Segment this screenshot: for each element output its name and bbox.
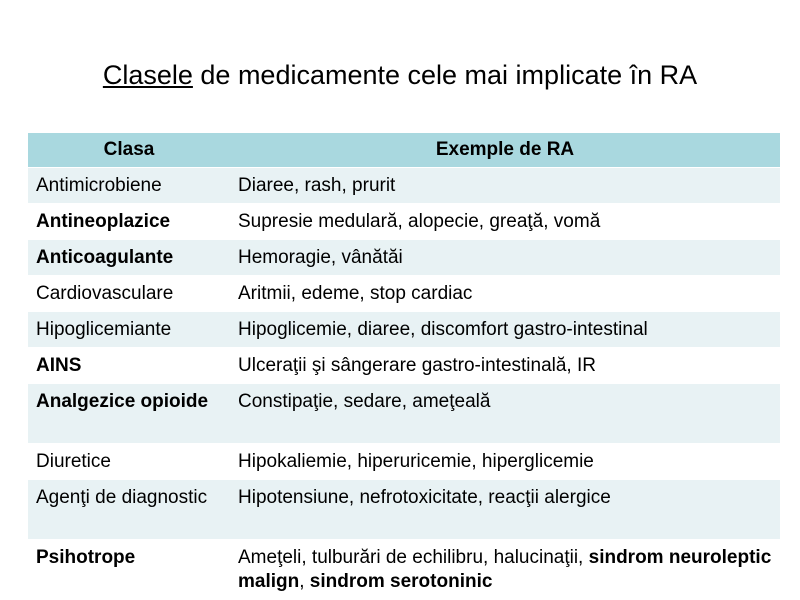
table-row <box>28 480 780 540</box>
cell-clasa: Cardiovasculare <box>28 276 230 312</box>
cell-clasa: Analgezice opioide <box>28 384 230 444</box>
title-rest: de medicamente cele mai implicate în RA <box>192 60 698 90</box>
cell-exemple: Supresie medulară, alopecie, greaţă, vomă <box>230 204 780 240</box>
table-header-row <box>28 133 780 168</box>
cell-clasa: Hipoglicemiante <box>28 312 230 348</box>
header-clasa: Clasa <box>28 133 230 168</box>
table-row <box>28 168 780 204</box>
table-row <box>28 444 780 480</box>
cell-exemple: Hipotensiune, nefrotoxicitate, reacţii alergice <box>230 480 780 540</box>
cell-exemple: Aritmii, edeme, stop cardiac <box>230 276 780 312</box>
cell-clasa: AINS <box>28 348 230 384</box>
table-row <box>28 204 780 240</box>
cell-clasa: Psihotrope <box>28 540 230 600</box>
cell-clasa: Diuretice <box>28 444 230 480</box>
slide-title <box>0 57 800 93</box>
table-row <box>28 276 780 312</box>
table-row <box>28 312 780 348</box>
cell-exemple: Diaree, rash, prurit <box>230 168 780 204</box>
cell-exemple: Hemoragie, vânătăi <box>230 240 780 276</box>
exemple-separator: , <box>299 571 310 592</box>
cell-clasa: Antimicrobiene <box>28 168 230 204</box>
cell-exemple: Constipaţie, sedare, ameţeală <box>230 384 780 444</box>
table-row <box>28 384 780 444</box>
cell-clasa: Agenţi de diagnostic <box>28 480 230 540</box>
table-row <box>28 240 780 276</box>
cell-exemple: Hipokaliemie, hiperuricemie, hiperglicemie <box>230 444 780 480</box>
exemple-plain: Ameţeli, tulburări de echilibru, halucinaţii, <box>238 547 589 568</box>
exemple-bold-serotonin: sindrom serotoninic <box>309 571 493 592</box>
cell-clasa: Anticoagulante <box>28 240 230 276</box>
header-exemple: Exemple de RA <box>230 133 780 168</box>
table-row <box>28 540 780 600</box>
title-underlined-word: Clasele <box>102 60 193 90</box>
table-row <box>28 348 780 384</box>
drug-classes-table <box>28 133 780 600</box>
cell-clasa: Antineoplazice <box>28 204 230 240</box>
cell-exemple: Ulceraţii şi sângerare gastro-intestinală, IR <box>230 348 780 384</box>
cell-exemple <box>230 540 780 600</box>
exemple-bold-nms: sindrom neuroleptic malign <box>238 547 772 592</box>
cell-exemple: Hipoglicemie, diaree, discomfort gastro-intestinal <box>230 312 780 348</box>
